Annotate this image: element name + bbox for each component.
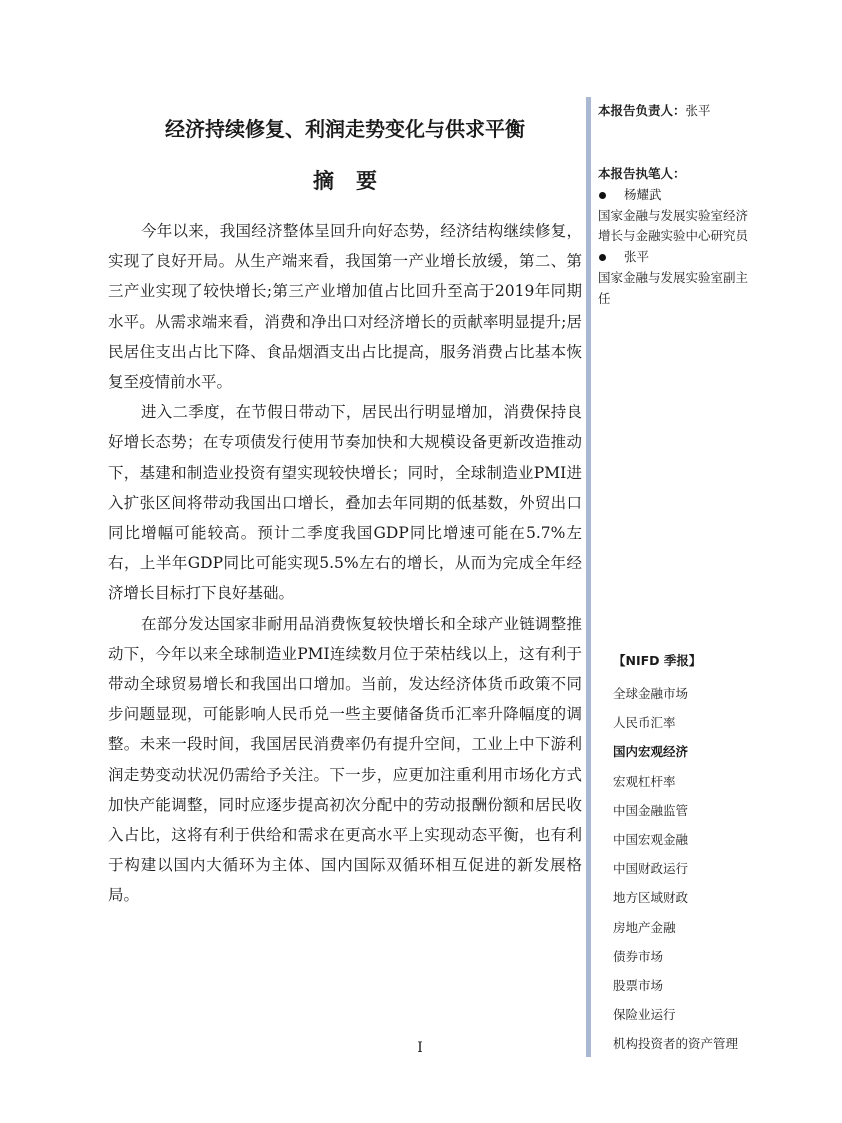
quarterly-report-nav <box>613 650 763 1059</box>
author-entry <box>598 247 758 268</box>
bullet-icon <box>599 192 606 199</box>
report-authors <box>598 164 758 310</box>
authors-label: 本报告执笔人： <box>598 166 686 181</box>
author-name: 张平 <box>624 249 650 265</box>
bullet-icon <box>599 254 606 261</box>
page-number: I <box>417 1040 423 1056</box>
abstract-body <box>108 216 582 911</box>
nav-heading: 【NIFD 季报】 <box>613 653 702 668</box>
abstract-paragraph: 进入二季度，在节假日带动下，居民出行明显增加，消费保持良好增长态势；在专项债发行使用节奏加快和大规模设备更新改造推动下，基建和制造业投资有望实现较快增长；同时，全球制造业PMI进入扩张区间将带动我国出口增长，叠加去年同期的低基数，外贸出口同比增幅可能较高。预计二季度我国GDP同比增速可能在5.7%左右，上半年GDP同比可能实现5.5%左右的增长，从而为完成全年经济增长目标打下良好基础。 <box>108 403 582 603</box>
author-affiliation: 国家金融与发展实验室经济增长与金融实验中心研究员 <box>598 207 749 244</box>
responsible-name: 张平 <box>685 103 711 118</box>
report-responsible <box>598 101 758 122</box>
abstract-paragraph: 今年以来，我国经济整体呈回升向好态势，经济结构继续修复，实现了良好开局。从生产端来看，我国第一产业增长放缓，第二、第三产业实现了较快增长;第三产业增加值占比回升至高于2019年同期水平。从需求端来看，消费和净出口对经济增长的贡献率明显提升;居民居住支出占比下降、食品烟酒支出占比提高，服务消费占比基本恢复至疫情前水平。 <box>108 222 582 392</box>
nav-item[interactable]: 宏观杠杆率 <box>613 773 676 789</box>
author-name: 杨耀武 <box>624 186 662 202</box>
sidebar-divider <box>586 97 591 1057</box>
nav-item[interactable]: 房地产金融 <box>613 919 676 935</box>
abstract-paragraph: 在部分发达国家非耐用品消费恢复较快增长和全球产业链调整推动下，今年以来全球制造业PMI连续数月位于荣枯线以上，这有利于带动全球贸易增长和我国出口增加。当前，发达经济体货币政策不同步问题显现，可能影响人民币兑一些主要储备货币汇率升降幅度的调整。未来一段时间，我国居民消费率仍有提升空间，工业上中下游利润走势变动状况仍需给予关注。下一步，应更加注重利用市场化方式加快产能调整，同时应逐步提高初次分配中的劳动报酬份额和居民收入占比，这将有利于供给和需求在更高水平上实现动态平衡，也有利于构建以国内大循环为主体、国内国际双循环相互促进的新发展格局。 <box>108 614 582 905</box>
report-title: 经济持续修复、利润走势变化与供求平衡 <box>165 117 525 141</box>
nav-item[interactable]: 中国宏观金融 <box>613 832 689 848</box>
nav-item[interactable]: 全球金融市场 <box>613 686 689 701</box>
responsible-label: 本报告负责人： <box>598 103 686 118</box>
nav-list <box>613 679 763 1059</box>
nav-item[interactable]: 债券市场 <box>613 948 664 964</box>
author-entry <box>598 185 758 206</box>
nav-item[interactable]: 保险业运行 <box>613 1007 676 1023</box>
nav-item[interactable]: 地方区域财政 <box>613 890 689 906</box>
nav-item[interactable]: 人民币汇率 <box>613 715 676 731</box>
author-affiliation: 国家金融与发展实验室副主任 <box>598 269 749 306</box>
nav-item[interactable]: 国内宏观经济 <box>613 744 689 760</box>
nav-item[interactable]: 机构投资者的资产管理 <box>613 1036 739 1052</box>
nav-item[interactable]: 中国财政运行 <box>613 861 689 877</box>
nav-item[interactable]: 股票市场 <box>613 978 664 994</box>
abstract-heading: 摘要 <box>313 169 399 193</box>
nav-item[interactable]: 中国金融监管 <box>613 802 689 818</box>
